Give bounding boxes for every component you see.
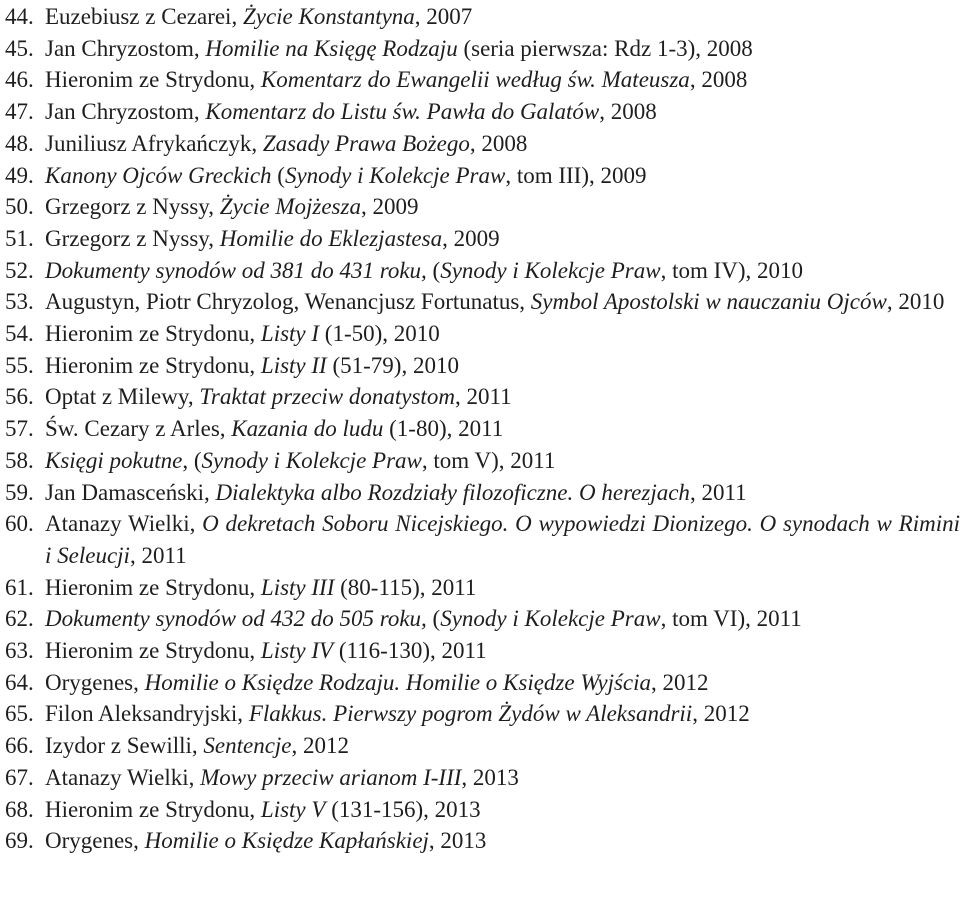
title-segment: Dokumenty synodów od 432 do 505 roku,: [45, 606, 427, 632]
entry-number: 48.: [5, 130, 34, 156]
text-segment: Hieronim ze Strydonu,: [45, 321, 261, 347]
list-item: [5, 477, 960, 509]
text-segment: Hieronim ze Strydonu,: [45, 796, 261, 822]
text-segment: , tom III), 2009: [505, 162, 647, 188]
entry-number: 61.: [5, 574, 34, 600]
list-item: [5, 128, 960, 160]
text-segment: Jan Chryzostom,: [45, 99, 206, 125]
list-item: [5, 191, 960, 223]
entry-text: [45, 381, 960, 413]
text-segment: Orygenes,: [45, 828, 145, 854]
title-segment: Homilie o Księdze Rodzaju. Homilie o Księdze Wyjścia: [144, 669, 652, 695]
list-item: [5, 698, 960, 730]
text-segment: , 2013: [428, 828, 487, 854]
text-segment: , 2011: [689, 479, 747, 505]
title-segment: Listy II: [260, 352, 327, 378]
title-segment: Listy V: [260, 796, 326, 822]
entry-text: [45, 825, 960, 857]
list-item: [5, 64, 960, 96]
entry-text: [45, 445, 960, 477]
entry-number: 44.: [5, 4, 34, 29]
title-segment: Listy III: [260, 574, 335, 600]
title-segment: Życie Mojżesza: [219, 194, 361, 220]
title-segment: O dekretach Soboru Nicejskiego. O wypowiedzi Dionizego. O synodach w Rimini i Seleucji: [45, 511, 960, 568]
entry-number: 62.: [5, 606, 34, 632]
text-segment: (1-80), 2011: [383, 416, 504, 442]
text-segment: , tom VI), 2011: [660, 606, 802, 632]
title-segment: Kazania do ludu: [231, 416, 384, 442]
text-segment: Orygenes,: [45, 669, 145, 695]
list-item: [5, 635, 960, 667]
text-segment: Hieronim ze Strydonu,: [45, 638, 261, 664]
entry-number: 49.: [5, 162, 34, 188]
entry-number: 68.: [5, 796, 34, 822]
list-item: [5, 413, 960, 445]
list-item: [5, 381, 960, 413]
text-segment: , 2010: [886, 289, 945, 315]
entry-text: [45, 223, 960, 255]
entry-text: [45, 350, 960, 382]
list-item: [5, 255, 960, 287]
title-segment: Homilie o Księdze Kapłańskiej: [144, 828, 429, 854]
text-segment: , tom IV), 2010: [660, 257, 804, 283]
title-segment: Mowy przeciw arianom I-III: [200, 764, 462, 790]
entry-text: [45, 635, 960, 667]
list-item: [5, 350, 960, 382]
text-segment: (: [426, 257, 441, 283]
entry-number: 53.: [5, 289, 34, 315]
title-segment: Sentencje: [203, 733, 292, 759]
text-segment: , 2007: [414, 4, 473, 29]
list-item: [5, 1, 960, 33]
text-segment: Hieronim ze Strydonu,: [45, 67, 261, 93]
bibliography-list: [5, 1, 960, 857]
text-segment: (: [426, 606, 441, 632]
title-segment: Dokumenty synodów od 381 do 431 roku,: [45, 257, 427, 283]
title-segment: Synody i Kolekcje Praw: [201, 447, 422, 473]
entry-number: 55.: [5, 352, 34, 378]
list-item: [5, 508, 960, 571]
text-segment: , (: [182, 447, 202, 473]
text-segment: , 2008: [599, 99, 657, 125]
entry-text: [45, 508, 960, 571]
text-segment: Hieronim ze Strydonu,: [45, 574, 261, 600]
text-segment: , 2012: [651, 669, 709, 695]
entry-text: [45, 477, 960, 509]
entry-number: 51.: [5, 225, 34, 251]
entry-text: [45, 64, 960, 96]
text-segment: (51-79), 2010: [326, 352, 459, 378]
text-segment: Św. Cezary z Arles,: [45, 416, 232, 442]
entry-text: [45, 572, 960, 604]
entry-text: [45, 794, 960, 826]
text-segment: Juniliusz Afrykańczyk,: [45, 130, 263, 156]
entry-text: [45, 191, 960, 223]
title-segment: Komentarz do Listu św. Pawła do Galatów: [205, 99, 600, 125]
title-segment: Księgi pokutne: [45, 447, 183, 473]
text-segment: Euzebiusz z Cezarei,: [45, 4, 243, 29]
entry-number: 66.: [5, 733, 34, 759]
entry-number: 56.: [5, 384, 34, 410]
list-item: [5, 667, 960, 699]
entry-number: 63.: [5, 638, 34, 664]
text-segment: , tom V), 2011: [421, 447, 556, 473]
text-segment: , 2011: [454, 384, 512, 410]
text-segment: Jan Damasceński,: [45, 479, 216, 505]
entry-text: [45, 128, 960, 160]
list-item: [5, 445, 960, 477]
text-segment: , 2012: [692, 701, 750, 727]
entry-number: 57.: [5, 416, 34, 442]
list-item: [5, 286, 960, 318]
entry-text: [45, 96, 960, 128]
text-segment: , 2009: [442, 225, 500, 251]
entry-text: [45, 413, 960, 445]
entry-text: [45, 603, 960, 635]
entry-text: [45, 762, 960, 794]
text-segment: , 2008: [689, 67, 748, 93]
title-segment: Synody i Kolekcje Praw: [440, 257, 661, 283]
entry-number: 60.: [5, 511, 34, 537]
list-item: [5, 223, 960, 255]
list-item: [5, 33, 960, 65]
list-item: [5, 160, 960, 192]
text-segment: Atanazy Wielki,: [45, 764, 201, 790]
entry-number: 50.: [5, 194, 34, 220]
entry-number: 69.: [5, 828, 34, 854]
list-item: [5, 825, 960, 857]
title-segment: Życie Konstantyna: [242, 4, 415, 29]
text-segment: (1-50), 2010: [319, 321, 440, 347]
entry-number: 59.: [5, 479, 34, 505]
text-segment: , 2012: [291, 733, 350, 759]
entry-number: 54.: [5, 321, 34, 347]
entry-number: 65.: [5, 701, 34, 727]
entry-text: [45, 730, 960, 762]
title-segment: Zasady Prawa Bożego: [262, 130, 470, 156]
text-segment: , 2009: [360, 194, 419, 220]
entry-number: 58.: [5, 447, 34, 473]
title-segment: Dialektyka albo Rozdziały filozoficzne. O herezjach: [215, 479, 690, 505]
entry-text: [45, 255, 960, 287]
list-item: [5, 603, 960, 635]
list-item: [5, 572, 960, 604]
title-segment: Synody i Kolekcje Praw: [284, 162, 506, 188]
entry-text: [45, 286, 960, 318]
list-item: [5, 318, 960, 350]
text-segment: Izydor z Sewilli,: [45, 733, 204, 759]
list-item: [5, 794, 960, 826]
title-segment: Listy I: [260, 321, 320, 347]
text-segment: (: [271, 162, 285, 188]
entry-number: 46.: [5, 67, 34, 93]
title-segment: Symbol Apostolski w nauczaniu Ojców: [530, 289, 887, 315]
list-item: [5, 730, 960, 762]
list-item: [5, 762, 960, 794]
entry-text: [45, 160, 960, 192]
entry-number: 64.: [5, 669, 34, 695]
text-segment: Augustyn, Piotr Chryzolog, Wenancjusz Fortunatus,: [45, 289, 531, 315]
text-segment: (131-156), 2013: [325, 796, 481, 822]
text-segment: , 2013: [461, 764, 519, 790]
title-segment: Homilie do Eklezjastesa: [219, 225, 443, 251]
text-segment: Grzegorz z Nyssy,: [45, 194, 220, 220]
text-segment: Filon Aleksandryjski,: [45, 701, 249, 727]
text-segment: (80-115), 2011: [334, 574, 477, 600]
text-segment: Optat z Milewy,: [45, 384, 200, 410]
title-segment: Kanony Ojców Greckich: [45, 162, 272, 188]
title-segment: Homilie na Księgę Rodzaju: [205, 35, 458, 61]
title-segment: Traktat przeciw donatystom: [199, 384, 455, 410]
entry-text: [45, 1, 960, 33]
text-segment: , 2008: [469, 130, 528, 156]
text-segment: , 2011: [129, 542, 187, 568]
text-segment: Grzegorz z Nyssy,: [45, 225, 220, 251]
entry-number: 67.: [5, 764, 34, 790]
text-segment: Atanazy Wielki,: [45, 511, 203, 537]
list-item: [5, 96, 960, 128]
entry-text: [45, 667, 960, 699]
entry-text: [45, 318, 960, 350]
title-segment: Listy IV: [260, 638, 334, 664]
text-segment: Hieronim ze Strydonu,: [45, 352, 261, 378]
title-segment: Komentarz do Ewangelii według św. Mateusza: [260, 67, 690, 93]
entry-text: [45, 33, 960, 65]
text-segment: (seria pierwsza: Rdz 1-3), 2008: [457, 35, 753, 61]
text-segment: Jan Chryzostom,: [45, 35, 206, 61]
entry-text: [45, 698, 960, 730]
title-segment: Flakkus. Pierwszy pogrom Żydów w Aleksandrii: [248, 701, 693, 727]
text-segment: (116-130), 2011: [333, 638, 487, 664]
entry-number: 45.: [5, 35, 34, 61]
entry-number: 52.: [5, 257, 34, 283]
title-segment: Synody i Kolekcje Praw: [440, 606, 661, 632]
entry-number: 47.: [5, 99, 34, 125]
